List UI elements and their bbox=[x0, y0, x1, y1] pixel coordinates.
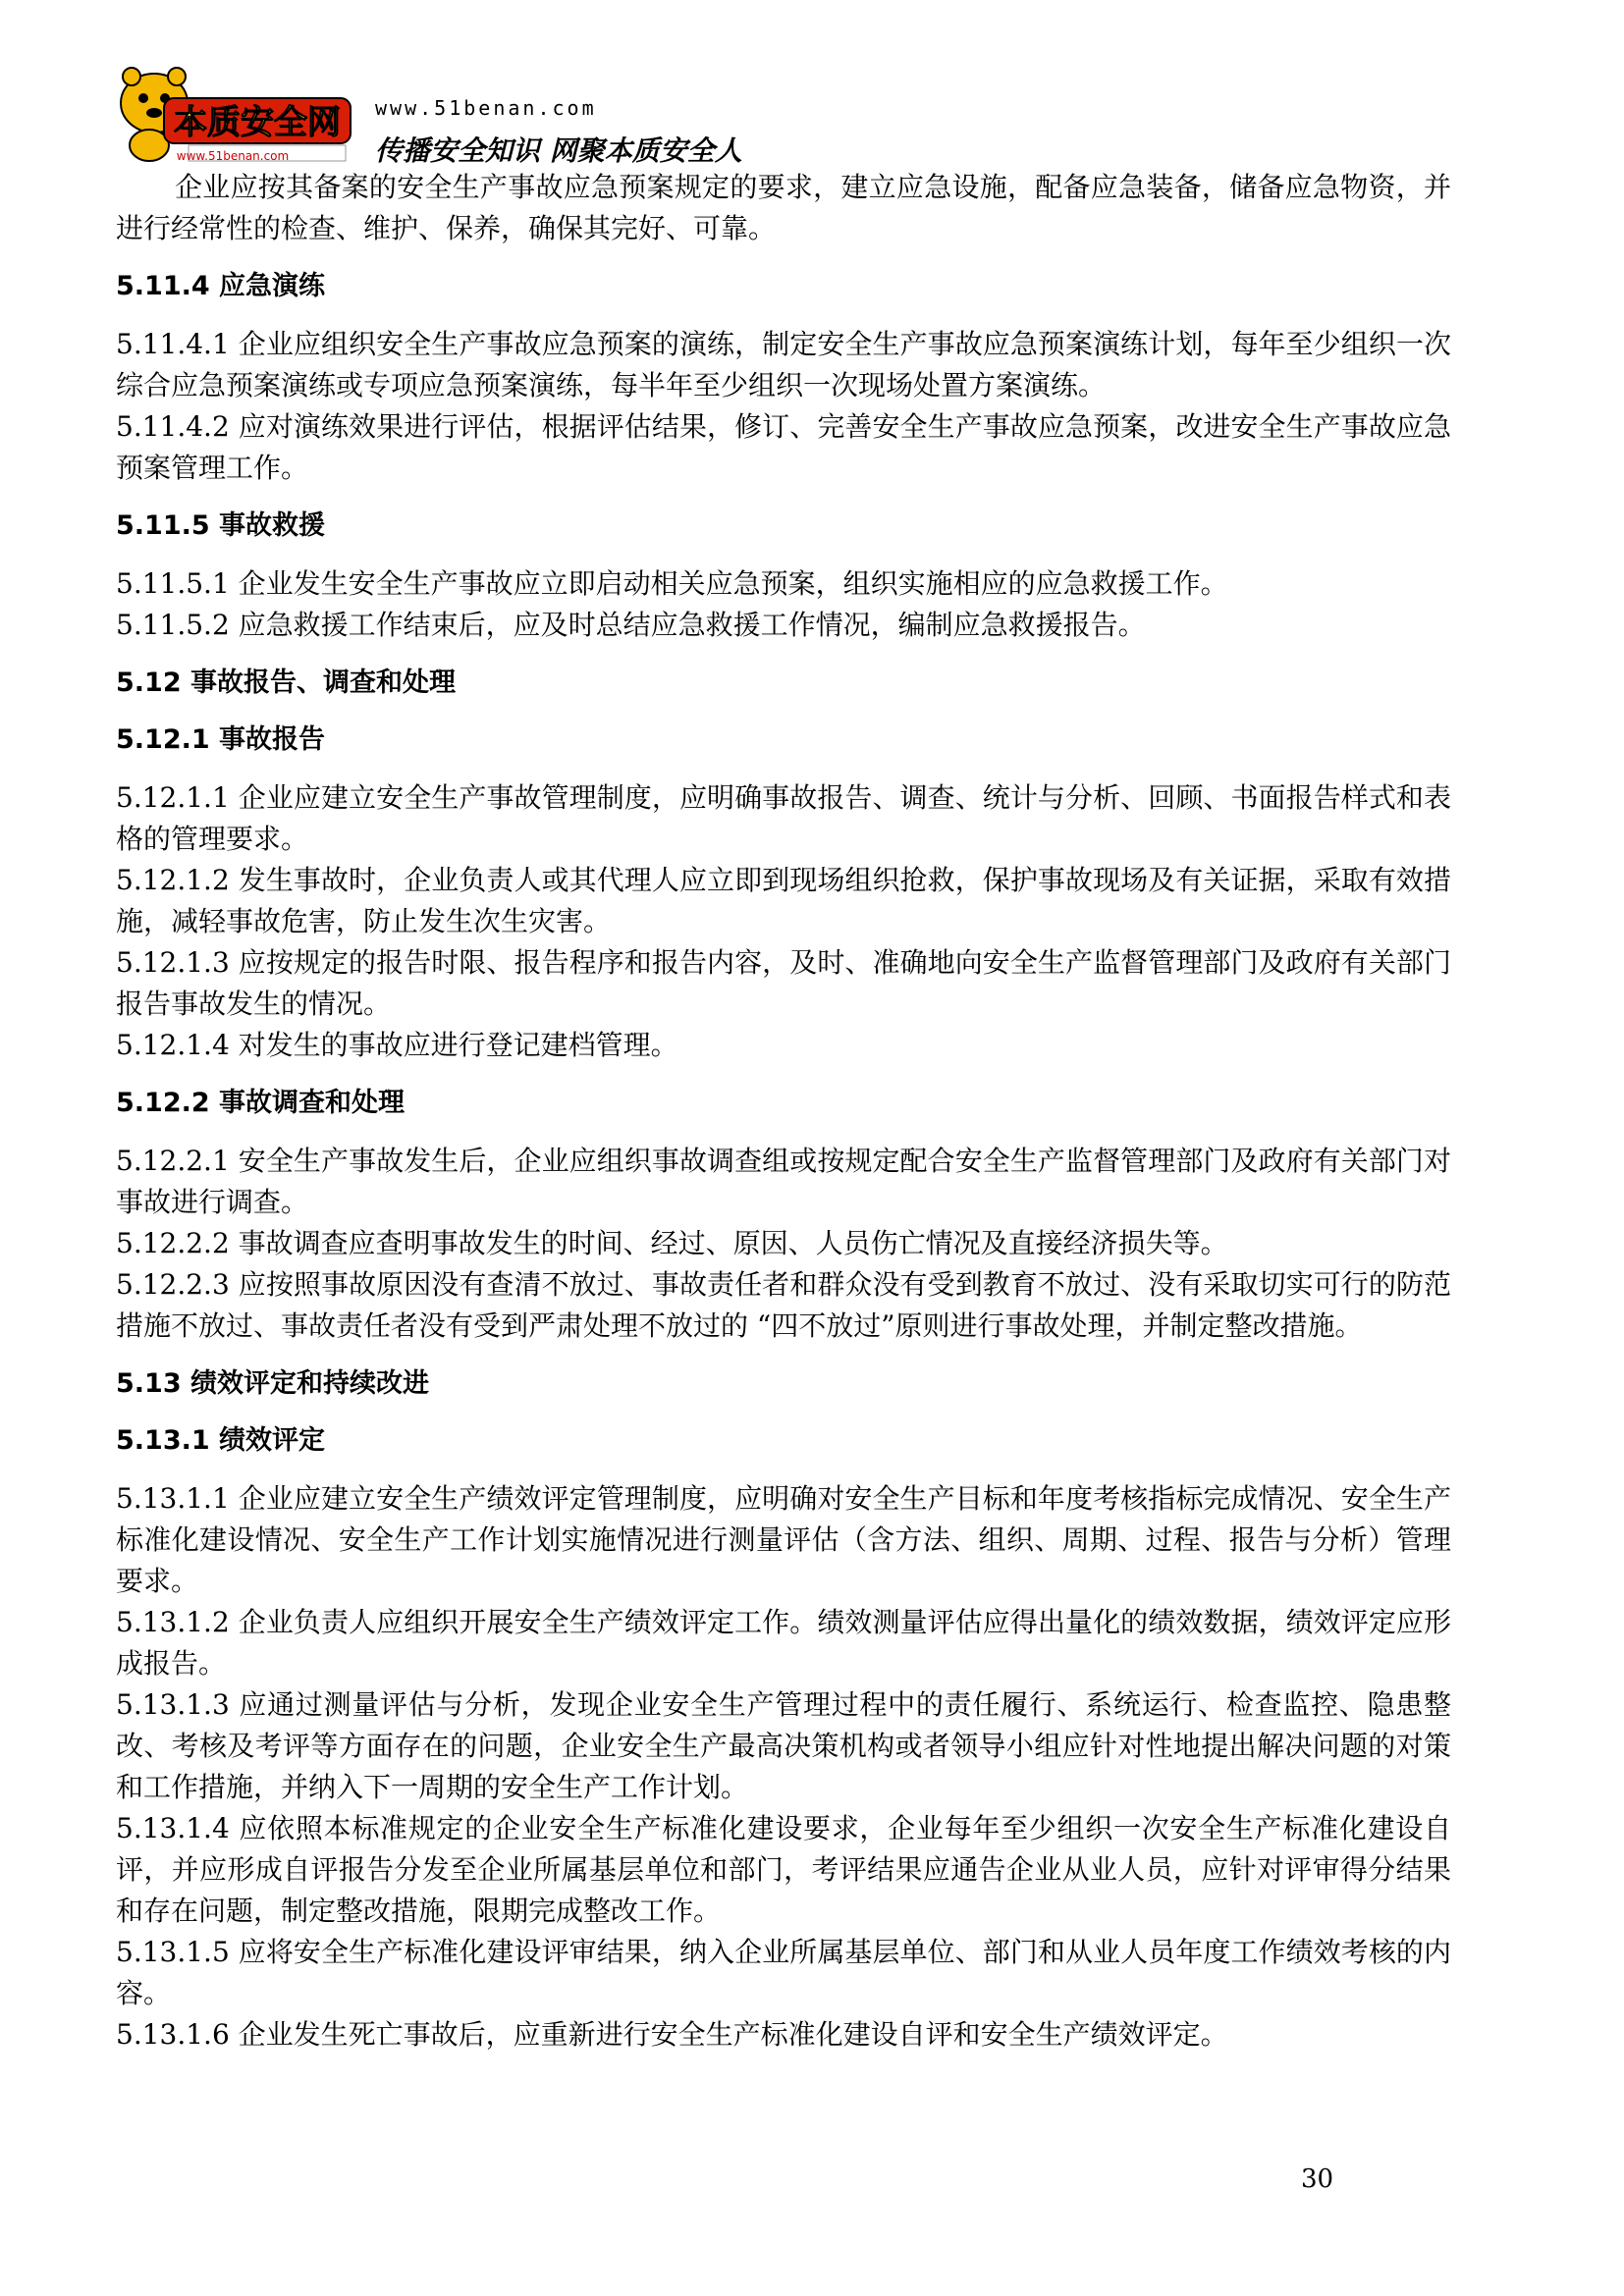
clause-paragraph: 5.12.1.4 对发生的事故应进行登记建档管理。 bbox=[116, 1029, 678, 1061]
section-heading: 5.13.1 绩效评定 bbox=[116, 1425, 326, 1456]
clause-paragraph: 5.12.2.2 事故调查应查明事故发生的时间、经过、原因、人员伤亡情况及直接经济损失等。 bbox=[116, 1227, 1228, 1259]
clause-paragraph: 5.11.5.2 应急救援工作结束后，应及时总结应急救援工作情况，编制应急救援报告。 bbox=[116, 609, 1146, 641]
logo-text: 本质安全网 bbox=[174, 103, 341, 142]
site-logo bbox=[110, 59, 355, 165]
clause-paragraph: 5.13.1.4 应依照本标准规定的企业安全生产标准化建设要求，企业每年至少组织一次安全生产标准化建设自评，并应形成自评报告分发至企业所属基层单位和部门，考评结果应通告企业从业人员，应针对评审得分结果和存在问题，制定整改措施，限期完成整改工作。 bbox=[116, 1812, 1451, 1927]
clause-paragraph: 5.12.2.3 应按照事故原因没有查清不放过、事故责任者和群众没有受到教育不放过、没有采取切实可行的防范措施不放过、事故责任者没有受到严肃处理不放过的 “四不放过”原则进行事故处理，并制定整改措施。 bbox=[116, 1268, 1451, 1342]
clause-paragraph: 5.12.1.2 发生事故时，企业负责人或其代理人应立即到现场组织抢救，保护事故现场及有关证据，采取有效措施，减轻事故危害，防止发生次生灾害。 bbox=[116, 864, 1451, 937]
clause-paragraph: 5.12.2.1 安全生产事故发生后，企业应组织事故调查组或按规定配合安全生产监督管理部门及政府有关部门对事故进行调查。 bbox=[116, 1145, 1451, 1218]
clause-paragraph: 5.11.4.1 企业应组织安全生产事故应急预案的演练，制定安全生产事故应急预案演练计划，每年至少组织一次综合应急预案演练或专项应急预案演练，每半年至少组织一次现场处置方案演练。 bbox=[116, 328, 1451, 401]
clause-paragraph: 5.11.4.2 应对演练效果进行评估，根据评估结果，修订、完善安全生产事故应急预案，改进安全生产事故应急预案管理工作。 bbox=[116, 410, 1451, 484]
section-heading: 5.12.1 事故报告 bbox=[116, 724, 326, 755]
clause-paragraph: 5.12.1.1 企业应建立安全生产事故管理制度，应明确事故报告、调查、统计与分析、回顾、书面报告样式和表格的管理要求。 bbox=[116, 781, 1451, 855]
clause-paragraph: 5.13.1.1 企业应建立安全生产绩效评定管理制度，应明确对安全生产目标和年度考核指标完成情况、安全生产标准化建设情况、安全生产工作计划实施情况进行测量评估（含方法、组织、周期、过程、报告与分析）管理要求。 bbox=[116, 1482, 1451, 1597]
section-heading: 5.13 绩效评定和持续改进 bbox=[116, 1368, 430, 1399]
site-url: www.51benan.com bbox=[375, 96, 597, 120]
clause-paragraph: 5.12.1.3 应按规定的报告时限、报告程序和报告内容，及时、准确地向安全生产监督管理部门及政府有关部门报告事故发生的情况。 bbox=[116, 946, 1451, 1020]
page-header bbox=[110, 59, 994, 167]
section-heading: 5.12.2 事故调查和处理 bbox=[116, 1088, 406, 1118]
section-heading: 5.12 事故报告、调查和处理 bbox=[116, 667, 457, 698]
document-body bbox=[116, 167, 1451, 2056]
clause-paragraph: 企业应按其备案的安全生产事故应急预案规定的要求，建立应急设施，配备应急装备，储备应急物资，并进行经常性的检查、维护、保养，确保其完好、可靠。 bbox=[116, 171, 1451, 244]
section-heading: 5.11.5 事故救援 bbox=[116, 510, 326, 541]
site-slogan: 传播安全知识 网聚本质安全人 bbox=[375, 134, 742, 167]
clause-paragraph: 5.13.1.2 企业负责人应组织开展安全生产绩效评定工作。绩效测量评估应得出量化的绩效数据，绩效评定应形成报告。 bbox=[116, 1606, 1451, 1680]
section-heading: 5.11.4 应急演练 bbox=[116, 271, 326, 301]
page-number: 30 bbox=[1301, 2164, 1334, 2194]
clause-paragraph: 5.13.1.3 应通过测量评估与分析，发现企业安全生产管理过程中的责任履行、系统运行、检查监控、隐患整改、考核及考评等方面存在的问题，企业安全生产最高决策机构或者领导小组应针对性地提出解决问题的对策和工作措施，并纳入下一周期的安全生产工作计划。 bbox=[116, 1688, 1451, 1803]
logo-url: www.51benan.com bbox=[176, 149, 290, 163]
clause-paragraph: 5.13.1.6 企业发生死亡事故后，应重新进行安全生产标准化建设自评和安全生产绩效评定。 bbox=[116, 2018, 1228, 2051]
clause-paragraph: 5.11.5.1 企业发生安全生产事故应立即启动相关应急预案，组织实施相应的应急救援工作。 bbox=[116, 567, 1228, 600]
clause-paragraph: 5.13.1.5 应将安全生产标准化建设评审结果，纳入企业所属基层单位、部门和从业人员年度工作绩效考核的内容。 bbox=[116, 1936, 1451, 2009]
